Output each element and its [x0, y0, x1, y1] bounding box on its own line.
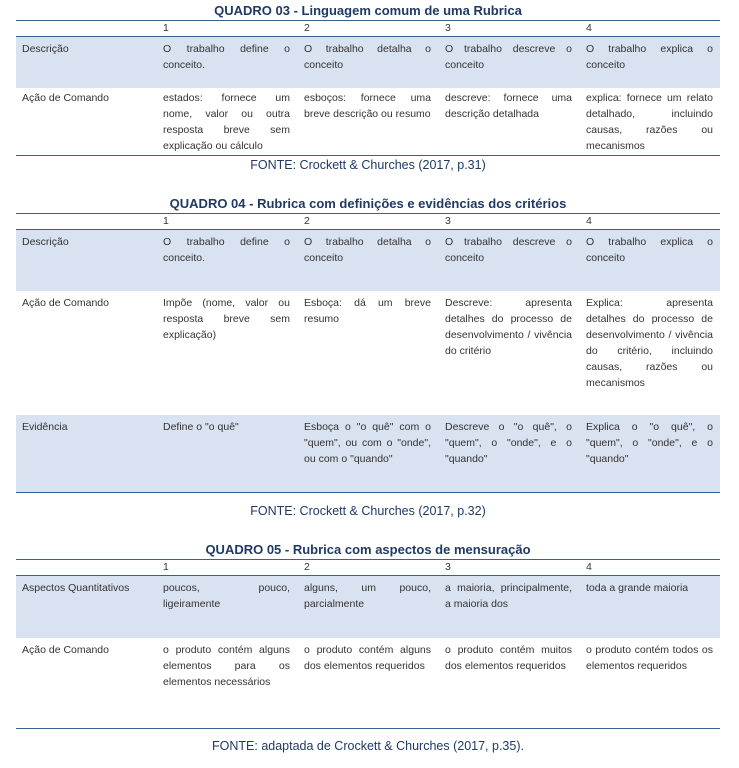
row-label: Ação de Comando [22, 296, 109, 309]
row-label: Evidência [16, 415, 156, 493]
table-row-acao-de-comando [16, 638, 720, 729]
source-text: Crockett & Churches (2017, p.32) [299, 504, 486, 518]
header-row [16, 214, 720, 230]
table-cell: O trabalho explica o conceito [579, 230, 720, 291]
quadro-05-table [16, 559, 720, 729]
table-cell: Impõe (nome, valor ou resposta breve sem explicação) [163, 296, 290, 341]
source-prefix: FONTE: [212, 739, 262, 753]
table-row-aspectos-quantitativos [16, 576, 720, 638]
quadro-04-source [16, 503, 720, 519]
table-cell: alguns, um pouco, parcialmente [297, 576, 438, 638]
table-cell: O trabalho define o conceito. [156, 230, 297, 291]
row-label: Aspectos Quantitativos [16, 576, 156, 638]
header-empty-cell [16, 214, 156, 230]
table-cell: o produto contém alguns dos elementos requeridos [297, 638, 438, 729]
quadro-03-table [16, 20, 720, 156]
source-prefix: FONTE: [250, 158, 300, 172]
quadro-04-table [16, 213, 720, 493]
column-header-2: 2 [297, 21, 438, 37]
column-header-2: 2 [297, 560, 438, 576]
table-cell: poucos, pouco, ligeiramente [156, 576, 297, 638]
quadro-05-source [16, 738, 720, 754]
source-text: adaptada de Crockett & Churches (2017, p.35). [261, 739, 524, 753]
row-label: Descrição [16, 230, 156, 291]
header-row [16, 560, 720, 576]
quadro-03 [16, 2, 720, 156]
table-row-acao-de-comando [16, 291, 720, 415]
table-cell: Esboça o "o quê" com o "quem", ou com o "onde", ou com o "quando" [297, 415, 438, 493]
row-label: Ação de Comando [16, 638, 156, 729]
row-label: Descrição [16, 37, 156, 88]
header-row [16, 21, 720, 37]
table-cell: explica: fornece um relato detalhado, incluindo causas, razões ou mecanismos [579, 88, 720, 156]
quadro-05 [16, 541, 720, 729]
column-header-3: 3 [438, 21, 579, 37]
header-empty-cell [16, 21, 156, 37]
table-cell: O trabalho detalha o conceito [297, 230, 438, 291]
column-header-4: 4 [579, 21, 720, 37]
quadro-03-source [16, 157, 720, 173]
column-header-4: 4 [579, 560, 720, 576]
table-cell: descreve: fornece uma descrição detalhada [438, 88, 579, 156]
table-cell: o produto contém muitos dos elementos requeridos [438, 638, 579, 729]
table-row-acao-de-comando [16, 88, 720, 156]
table-cell: o produto contém todos os elementos requeridos [579, 638, 720, 729]
column-header-1: 1 [156, 560, 297, 576]
header-empty-cell [16, 560, 156, 576]
source-text: Crockett & Churches (2017, p.31) [299, 158, 486, 172]
table-row-descricao [16, 37, 720, 88]
table-row-descricao [16, 230, 720, 291]
table-cell: Explica o "o quê", o "quem", o "onde", e o "quando" [579, 415, 720, 493]
table-cell: Descreve o "o quê", o "quem", o "onde", e o "quando" [438, 415, 579, 493]
quadro-05-title: QUADRO 05 - Rubrica com aspectos de mensuração [205, 542, 531, 557]
column-header-2: 2 [297, 214, 438, 230]
column-header-1: 1 [156, 214, 297, 230]
table-cell: O trabalho descreve o conceito [438, 230, 579, 291]
table-cell: Define o "o quê" [156, 415, 297, 493]
table-row-evidencia [16, 415, 720, 493]
column-header-1: 1 [156, 21, 297, 37]
table-cell: O trabalho detalha o conceito [297, 37, 438, 88]
table-cell: o produto contém alguns elementos para os elementos necessários [156, 638, 297, 729]
table-cell: toda a grande maioria [579, 576, 720, 638]
table-cell: O trabalho define o conceito. [156, 37, 297, 88]
column-header-3: 3 [438, 214, 579, 230]
column-header-4: 4 [579, 214, 720, 230]
quadro-04-title: QUADRO 04 - Rubrica com definições e evidências dos critérios [169, 196, 567, 211]
table-cell: Esboça: dá um breve resumo [304, 296, 431, 325]
table-cell: O trabalho explica o conceito [579, 37, 720, 88]
column-header-3: 3 [438, 560, 579, 576]
row-label: Ação de Comando [16, 88, 156, 156]
source-prefix: FONTE: [250, 504, 300, 518]
table-cell: Descreve: apresenta detalhes do processo de desenvolvimento / vivência do critério [445, 296, 572, 357]
quadro-03-title: QUADRO 03 - Linguagem comum de uma Rubrica [214, 3, 522, 18]
table-cell: O trabalho descreve o conceito [438, 37, 579, 88]
table-cell: Explica: apresenta detalhes do processo de desenvolvimento / vivência do critério, incluindo causas, razões ou mecanismos [586, 296, 713, 389]
table-cell: a maioria, principalmente, a maioria dos [438, 576, 579, 638]
quadro-04 [16, 195, 720, 493]
table-cell: estados: fornece um nome, valor ou outra resposta breve sem explicação ou cálculo [156, 88, 297, 156]
table-cell: esboços: fornece uma breve descrição ou resumo [297, 88, 438, 156]
